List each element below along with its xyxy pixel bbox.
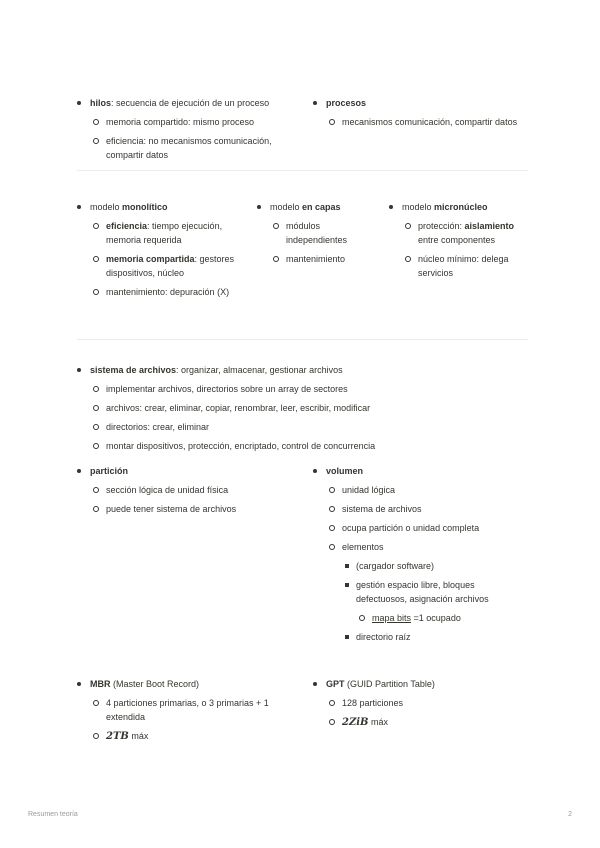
list-item: directorio raíz [342,630,528,644]
gpt-block [313,677,528,735]
gestion-espacio-text: gestión espacio libre, bloques defectuosos, asignación archivos [356,580,489,604]
particion-term: partición [90,466,129,476]
hilos-item [77,96,292,162]
monolitico-term: monolítico [122,202,168,212]
sistema-archivos-term: sistema de archivos [90,365,177,375]
list-item: memoria compartido: mismo proceso [90,115,292,129]
page-number: 2 [568,811,572,818]
eficiencia-term: eficiencia [106,221,148,231]
list-item [90,729,292,744]
proteccion-prefix: protección: [418,221,465,231]
list-item [402,219,529,247]
procesos-item [313,96,528,129]
list-item [90,252,242,280]
list-item: 4 particiones primarias, o 3 primarias + 1 extendida [90,696,292,724]
list-item: montar dispositivos, protección, encriptado, control de concurrencia [90,439,528,453]
aislamiento-term: aislamiento [464,221,515,231]
capas-block [257,200,377,271]
list-item [342,578,528,625]
divider [77,339,528,340]
mbr-size-math: 2TB [106,731,129,742]
footer-title: Resumen teoría [28,811,78,818]
sistema-archivos-block [77,363,528,458]
list-item [326,715,528,730]
list-item: mantenimiento [270,252,377,266]
aislamiento-desc: entre componentes [418,235,496,245]
hilos-term: hilos [90,98,112,108]
list-item [326,540,528,644]
list-item [90,219,242,247]
list-item: sistema de archivos [326,502,528,516]
list-item: eficiencia: no mecanismos comunicación, compartir datos [90,134,292,162]
micronucleo-item [389,200,529,280]
eficiencia-desc: : tiempo ejecución, memoria requerida [106,221,223,245]
mapa-bits-link[interactable]: mapa bits [372,613,412,623]
monolitico-block [77,200,242,304]
elementos-label: elementos [342,542,384,552]
mapa-bits-desc: =1 ocupado [411,613,461,623]
list-item: núcleo mínimo: delega servicios [402,252,529,280]
max-label: máx [128,731,149,741]
sistema-archivos-desc: : organizar, almacenar, gestionar archivos [176,365,343,375]
list-item: mecanismos comunicación, compartir datos [326,115,528,129]
list-item [356,611,528,625]
list-item: implementar archivos, directorios sobre un array de sectores [90,382,528,396]
hilos-block [77,96,292,167]
memoria-compartida-term: memoria compartida [106,254,195,264]
memoria-compartida-desc: : gestores dispositivos, núcleo [106,254,235,278]
gpt-desc: (GUID Partition Table) [344,679,435,689]
volumen-term: volumen [326,466,364,476]
list-item: 128 particiones [326,696,528,710]
modelo-prefix: modelo [270,202,303,212]
list-item: directorios: crear, eliminar [90,420,528,434]
micronucleo-term: micronúcleo [434,202,488,212]
mbr-item [77,677,292,744]
volumen-block [313,464,528,649]
divider [77,170,528,171]
mbr-desc: (Master Boot Record) [110,679,200,689]
modelo-prefix: modelo [402,202,435,212]
micronucleo-block [389,200,529,285]
particion-block [77,464,292,521]
gpt-item [313,677,528,730]
list-item: archivos: crear, eliminar, copiar, renombrar, leer, escribir, modificar [90,401,528,415]
gpt-term: GPT [326,679,345,689]
sistema-archivos-item [77,363,528,453]
volumen-item [313,464,528,644]
list-item: ocupa partición o unidad completa [326,521,528,535]
max-label: máx [368,717,389,727]
gpt-size-math: 2ZiB [342,717,369,728]
list-item: unidad lógica [326,483,528,497]
capas-item [257,200,377,266]
modelo-prefix: modelo [90,202,123,212]
capas-term: en capas [302,202,341,212]
list-item: sección lógica de unidad física [90,483,292,497]
list-item: módulos independientes [270,219,377,247]
mbr-term: MBR [90,679,111,689]
procesos-term: procesos [326,98,367,108]
list-item: puede tener sistema de archivos [90,502,292,516]
monolitico-item [77,200,242,299]
hilos-desc: : secuencia de ejecución de un proceso [111,98,270,108]
procesos-block [313,96,528,134]
list-item: mantenimiento: depuración (X) [90,285,242,299]
list-item: (cargador software) [342,559,528,573]
mbr-block [77,677,292,749]
particion-item [77,464,292,516]
